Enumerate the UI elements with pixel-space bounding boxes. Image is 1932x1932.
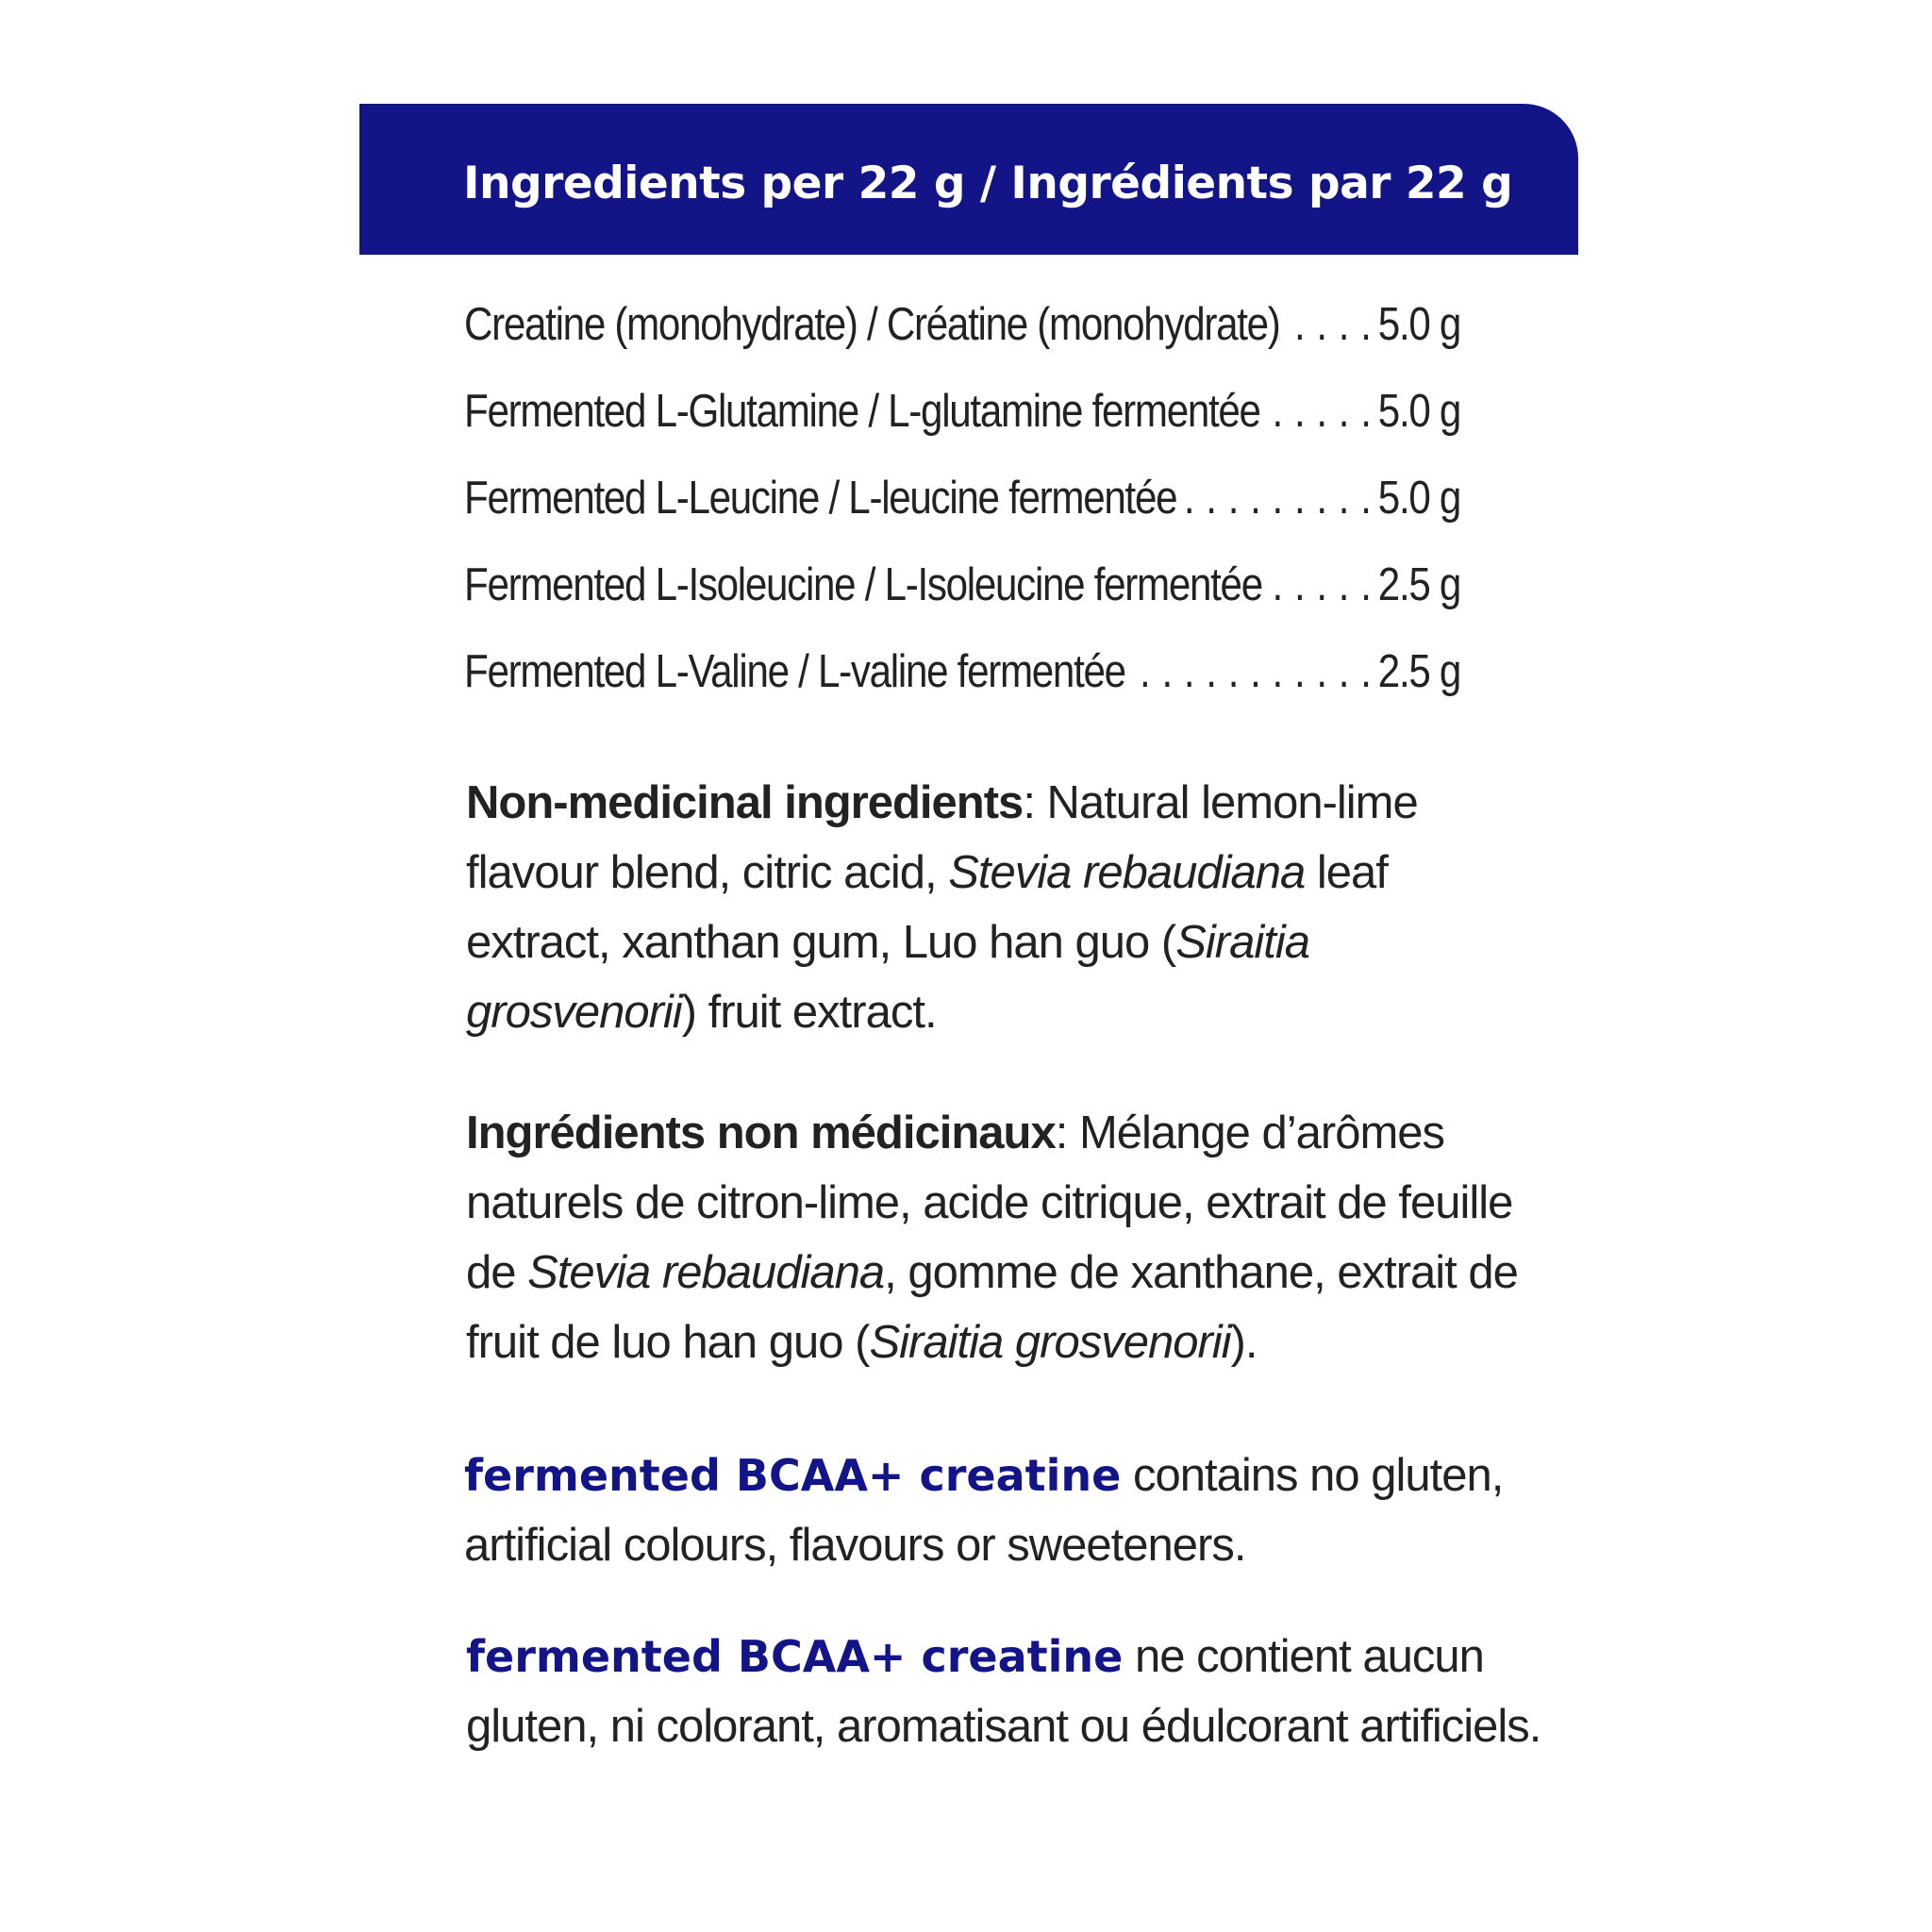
ingredients-header-title: Ingredients per 22 g / Ingrédients par 22 g	[463, 158, 1513, 209]
claim-text-en: contains no gluten, artificial colours, flavours or sweeteners.	[464, 1450, 1504, 1571]
ingredient-amount: 5.0 g	[1377, 386, 1461, 437]
dot-leader	[1262, 558, 1378, 611]
dot-leader	[1280, 298, 1378, 351]
non-medicinal-text-en: ) fruit extract.	[681, 987, 937, 1038]
ingredients-header-band	[359, 104, 1578, 255]
brand-name-en: fermented BCAA+ creatine	[464, 1450, 1122, 1501]
siraitia-name-en: Siraitia grosvenorii	[466, 917, 1310, 1038]
free-from-claim-en	[464, 1441, 1540, 1580]
dot-leader	[1260, 385, 1378, 438]
dot-leader	[1176, 472, 1378, 525]
ingredient-amount: 2.5 g	[1377, 559, 1461, 610]
siraitia-name-fr: Siraitia grosvenorii	[869, 1317, 1231, 1368]
stevia-name-fr: Stevia rebaudiana	[527, 1247, 885, 1298]
non-medicinal-label-en: Non-medicinal ingredients	[466, 777, 1024, 828]
non-medicinal-label-fr: Ingrédients non médicinaux	[466, 1108, 1056, 1158]
ingredient-name: Fermented L-Glutamine / L-glutamine fermentée	[464, 386, 1260, 437]
non-medicinal-ingredients-en	[466, 768, 1541, 1047]
ingredient-row	[464, 541, 1460, 628]
medicinal-ingredients-list	[464, 281, 1460, 715]
non-medicinal-text-fr: , gomme de xanthane, extrait de fruit de luo han guo (	[466, 1247, 1518, 1368]
non-medicinal-text-en: leaf extract, xanthan gum, Luo han guo (	[466, 847, 1388, 968]
non-medicinal-ingredients-fr	[466, 1098, 1541, 1377]
stevia-name-en: Stevia rebaudiana	[948, 847, 1306, 898]
non-medicinal-text-fr: : Mélange d’arômes naturels de citron-lime, acide citrique, extrait de feuille de	[466, 1108, 1513, 1298]
non-medicinal-text-fr: ).	[1230, 1317, 1257, 1368]
ingredient-row	[464, 368, 1460, 455]
brand-name-fr: fermented BCAA+ creatine	[466, 1631, 1124, 1682]
ingredient-row	[464, 628, 1460, 715]
ingredient-row	[464, 281, 1460, 368]
free-from-claim-fr	[466, 1622, 1541, 1761]
claim-text-fr: ne contient aucun gluten, ni colorant, aromatisant ou édulcorant artificiels.	[466, 1631, 1541, 1752]
ingredient-name: Fermented L-Valine / L-valine fermentée	[464, 646, 1125, 697]
non-medicinal-text-en: : Natural lemon-lime flavour blend, citric acid,	[466, 777, 1418, 898]
ingredient-name: Fermented L-Isoleucine / L-Isoleucine fermentée	[464, 559, 1262, 610]
ingredient-amount: 2.5 g	[1377, 646, 1461, 697]
ingredient-amount: 5.0 g	[1377, 473, 1461, 524]
ingredient-amount: 5.0 g	[1377, 299, 1461, 350]
ingredient-name: Creatine (monohydrate) / Créatine (monohydrate)	[464, 299, 1280, 350]
ingredient-name: Fermented L-Leucine / L-leucine fermentée	[464, 473, 1177, 524]
dot-leader	[1125, 645, 1378, 698]
ingredient-row	[464, 455, 1460, 541]
